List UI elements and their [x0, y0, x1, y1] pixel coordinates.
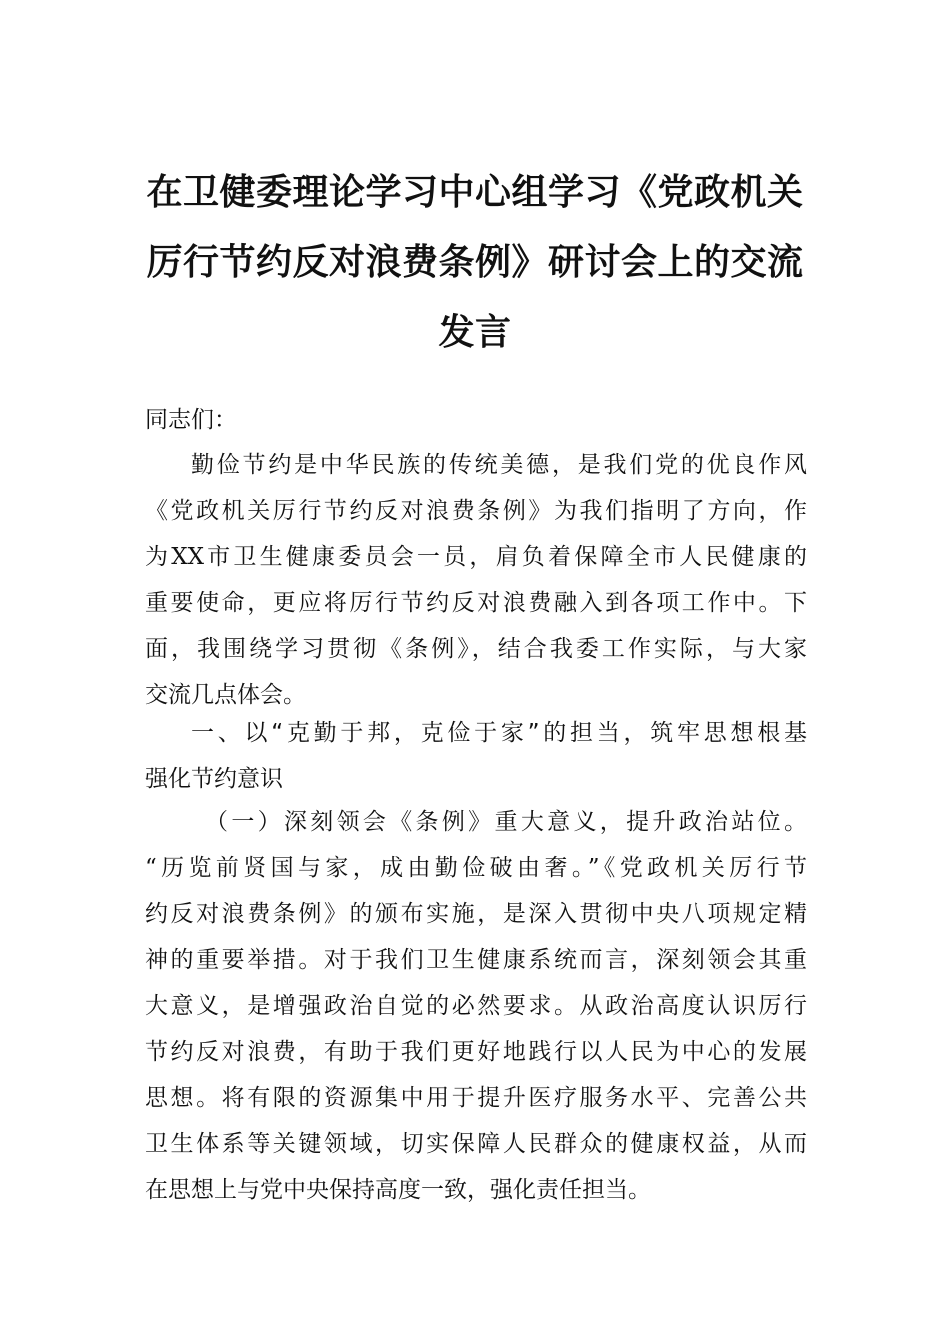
paragraph-line: 卫生体系等关键领域，切实保障人民群众的健康权益，从而: [145, 1131, 807, 1157]
salutation: [145, 397, 807, 443]
paragraph-line: 为XX市卫生健康委员会一员，肩负着保障全市人民健康的: [145, 544, 807, 570]
paragraph-line: 面，我围绕学习贯彻《条例》，结合我委工作实际，与大家: [145, 636, 807, 662]
salutation-text: 同志们：: [145, 407, 237, 433]
paragraph-line: 《党政机关厉行节约反对浪费条例》为我们指明了方向，作: [145, 498, 807, 524]
subheading-line: （一）深刻领会《条例》重大意义，提升政治站位。: [205, 809, 807, 835]
paragraph-intro: [145, 442, 807, 718]
title-line-3: 发言: [438, 311, 512, 353]
paragraph-line: 在思想上与党中央保持高度一致，强化责任担当。: [145, 1177, 651, 1203]
paragraph-line: 约反对浪费条例》的颁布实施，是深入贯彻中央八项规定精: [145, 901, 807, 927]
title-line-1: 在卫健委理论学习中心组学习《党政机关: [146, 171, 804, 213]
paragraph-section-1-1: [145, 799, 807, 1213]
section-heading-1: [145, 710, 807, 802]
paragraph-line: 节约反对浪费，有助于我们更好地践行以人民为中心的发展: [145, 1039, 807, 1065]
paragraph-line: 大意义，是增强政治自觉的必然要求。从政治高度认识厉行: [145, 993, 807, 1019]
heading-line: 一、以“克勤于邦，克俭于家”的担当，筑牢思想根基: [191, 720, 807, 746]
paragraph-line: 勤俭节约是中华民族的传统美德，是我们党的优良作风: [191, 452, 807, 478]
heading-line: 强化节约意识: [145, 766, 283, 792]
paragraph-line: 思想。将有限的资源集中用于提升医疗服务水平、完善公共: [145, 1085, 807, 1111]
title-line-2: 厉行节约反对浪费条例》研讨会上的交流: [146, 241, 804, 283]
paragraph-line: 重要使命，更应将厉行节约反对浪费融入到各项工作中。下: [145, 590, 807, 616]
paragraph-line: 神的重要举措。对于我们卫生健康系统而言，深刻领会其重: [145, 947, 807, 973]
document-title: [145, 157, 805, 367]
paragraph-line: 交流几点体会。: [145, 682, 306, 708]
paragraph-line: “历览前贤国与家，成由勤俭破由奢。”《党政机关厉行节: [145, 855, 807, 881]
